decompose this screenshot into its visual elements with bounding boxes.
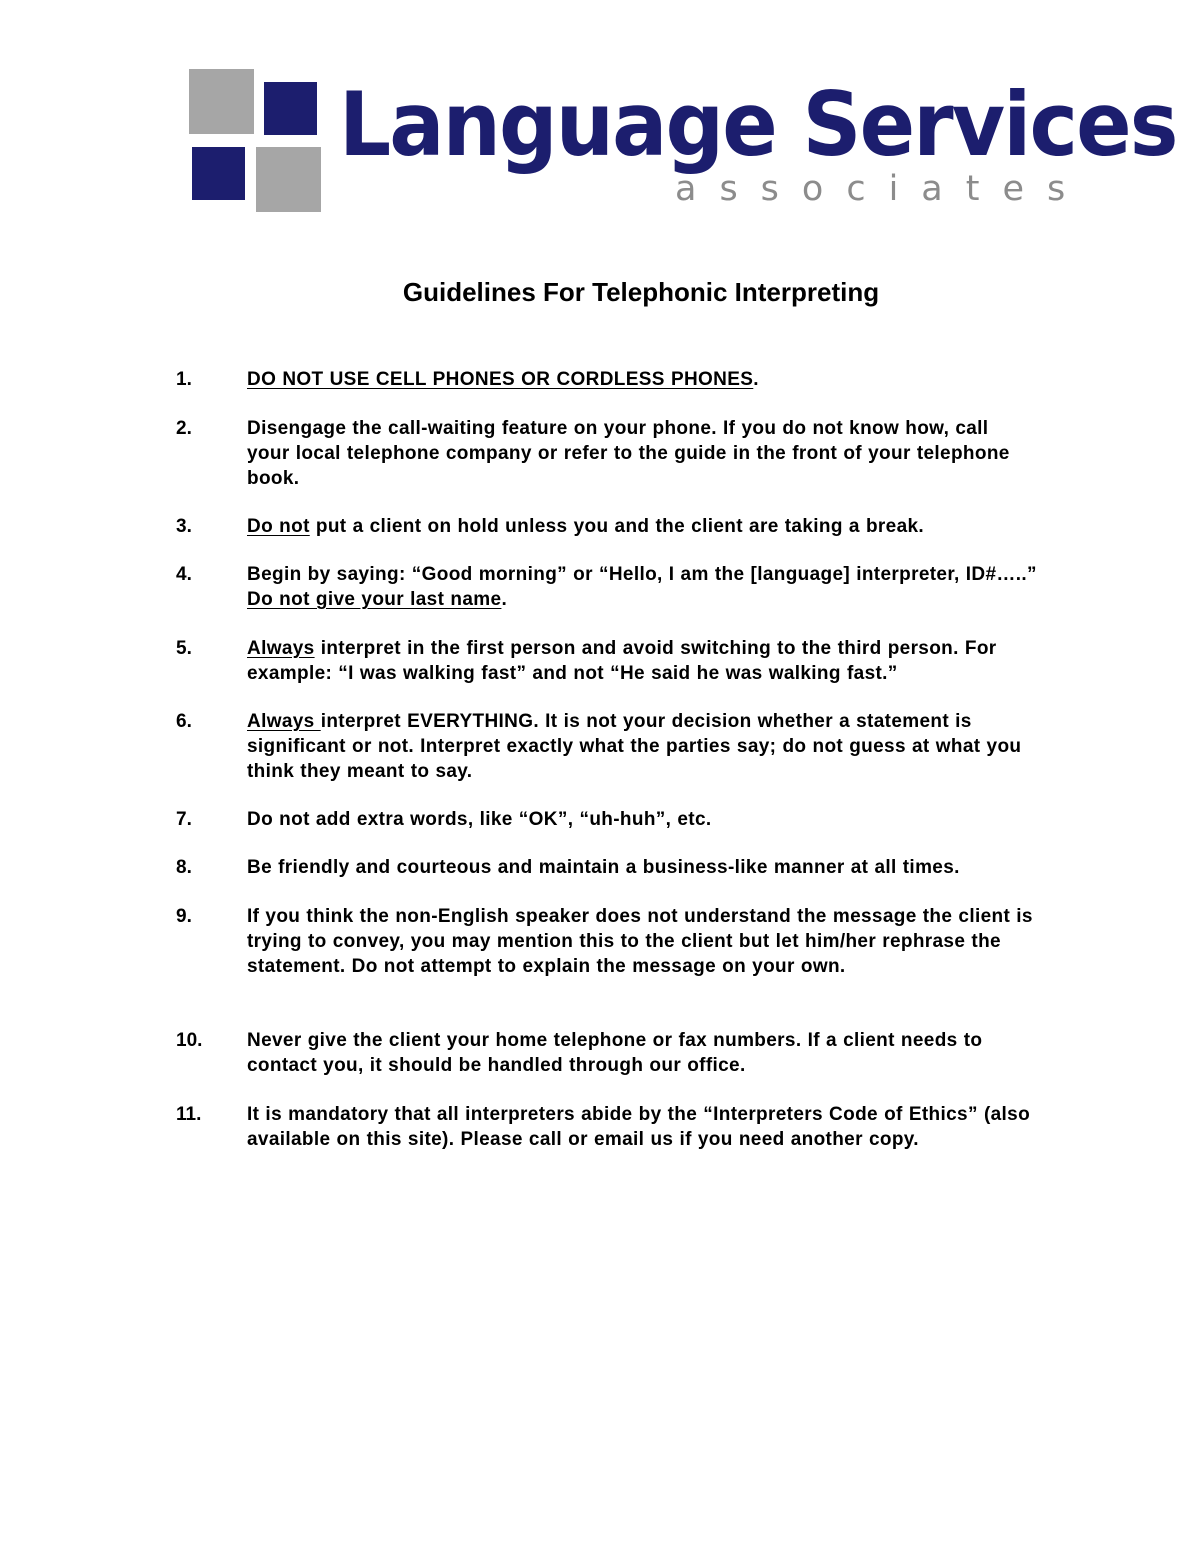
text-segment: Be friendly and courteous and maintain a business-like manner at all times. [247,857,960,878]
item-text [247,904,1037,979]
item-number: 3. [176,516,192,537]
list-item [176,904,1036,979]
underlined-text: Always [247,711,321,732]
logo-square-gray-top-left [189,69,254,134]
item-text [247,514,1037,539]
company-logo [189,69,1177,214]
underlined-text: Always [247,638,315,659]
item-number: 5. [176,638,192,659]
text-segment: It is mandatory that all interpreters abide by the “Interpreters Code of Ethics” (also available on this site). Please call or email us if you need another copy. [247,1104,1031,1150]
underlined-text: Do not give your last name [247,589,502,610]
document-title: Guidelines For Telephonic Interpreting [402,277,880,307]
item-text [247,807,1037,832]
item-text [247,416,1037,491]
logo-title: Language Services [339,73,1177,176]
text-segment: Disengage the call-waiting feature on your phone. If you do not know how, call your local telephone company or refer to the guide in the front of your telephone book. [247,418,1010,489]
item-text [247,562,1037,612]
item-number: 11. [176,1104,202,1125]
text-segment: Begin by saying: “Good morning” or “Hello, I am the [language] interpreter, ID#…..” [247,564,1037,585]
item-number: 4. [176,564,192,585]
item-text [247,855,1037,880]
list-item [176,709,1036,784]
item-text [247,367,1037,392]
text-segment: interpret EVERYTHING. It is not your decision whether a statement is significant or not. Interpret exactly what the parties say; do not guess at what you think they meant to say. [247,711,1022,782]
logo-square-navy-bottom-left [192,147,245,200]
list-item [176,562,1036,612]
list-item [176,367,1036,392]
item-text [247,636,1037,686]
list-item [176,514,1036,539]
text-segment: If you think the non-English speaker does not understand the message the client is trying to convey, you may mention this to the client but let him/her rephrase the statement. Do not attempt to explain the message on your own. [247,906,1033,977]
text-segment: interpret in the first person and avoid switching to the third person. For example: “I was walking fast” and not “He said he was walking fast.” [247,638,997,684]
list-item [176,1102,1036,1152]
logo-square-navy-top-right [264,82,317,135]
item-number: 7. [176,809,192,830]
item-text [247,709,1037,784]
list-item [176,1028,1036,1078]
underlined-text: DO NOT USE CELL PHONES OR CORDLESS PHONES [247,369,754,390]
item-text [247,1028,1037,1078]
text-segment: . [753,369,759,390]
list-item [176,416,1036,491]
logo-subtitle: associates [675,169,1089,209]
list-item [176,636,1036,686]
logo-square-gray-bottom-right [256,147,321,212]
underlined-text: Do not [247,516,310,537]
list-item [176,807,1036,832]
text-segment: Do not add extra words, like “OK”, “uh-huh”, etc. [247,809,712,830]
item-number: 9. [176,906,192,927]
item-number: 2. [176,418,192,439]
item-text [247,1102,1037,1152]
text-segment: Never give the client your home telephone or fax numbers. If a client needs to contact you, it should be handled through our office. [247,1030,983,1076]
list-item [176,855,1036,880]
item-number: 6. [176,711,192,732]
item-number: 1. [176,369,192,390]
text-segment: . [501,589,508,610]
text-segment: put a client on hold unless you and the client are taking a break. [309,516,925,537]
item-number: 10. [176,1030,203,1051]
item-number: 8. [176,857,192,878]
